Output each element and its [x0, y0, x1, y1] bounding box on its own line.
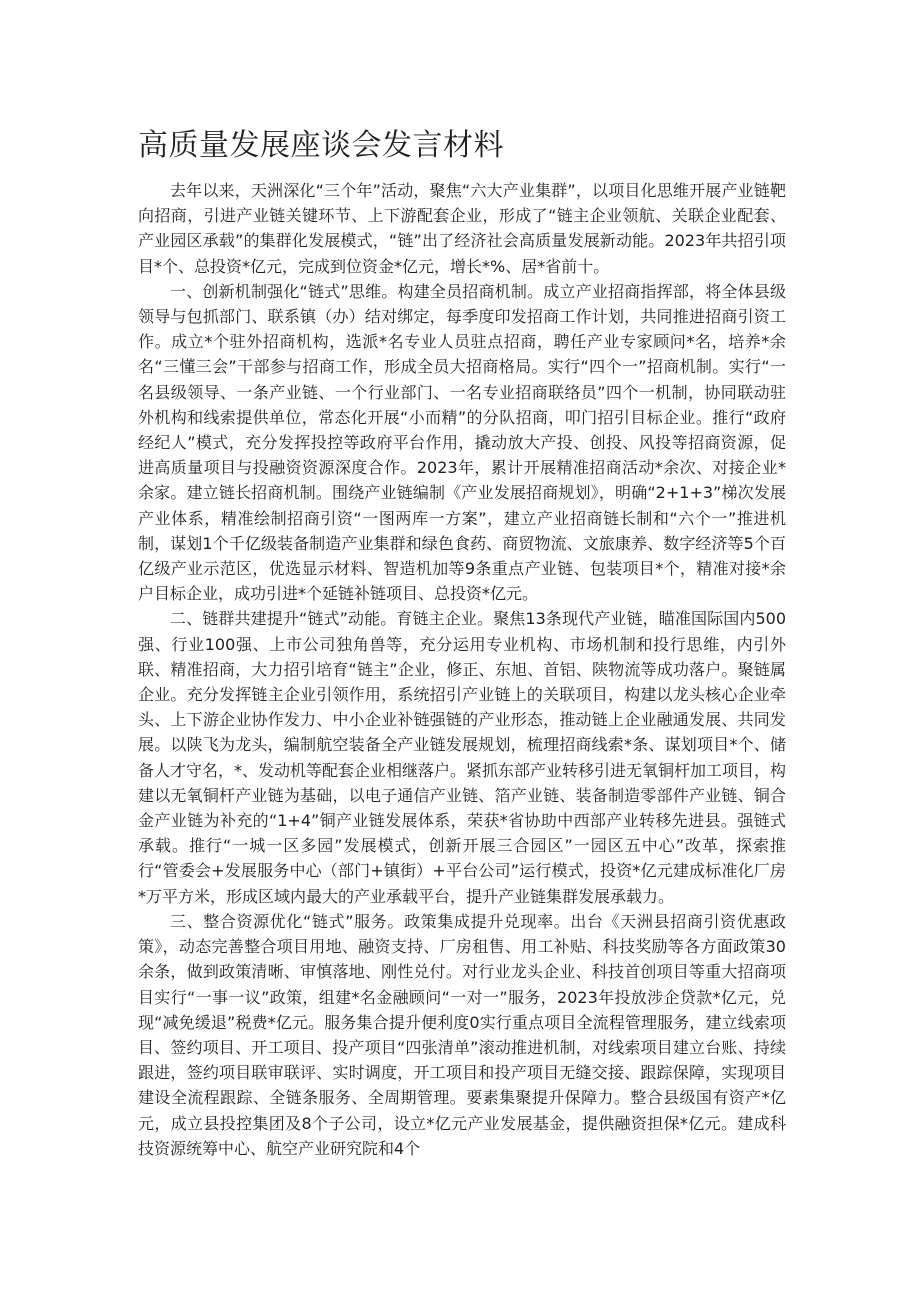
paragraph-section-2: 二、链群共建提升“链式”动能。育链主企业。聚焦13条现代产业链，瞄准国际国内500强、行业100强、上市公司独角兽等，充分运用专业机构、市场机制和投行思维，内引外联、精准招商，大力招引培育“链主”企业，修正、东旭、首铝、陕物流等成功落户。聚链属企业。充分发挥链主企业引领作用，系统招引产业链上的关联项目，构建以龙头核心企业牵头、上下游企业协作发力、中小企业补链强链的产业形态，推动链上企业融通发展、共同发展。以陕飞为龙头，编制航空装备全产业链发展规划，梳理招商线索*条、谋划项目*个、储备人才守名，*、发动机等配套企业相继落户。紧抓东部产业转移引进无氧铜杆加工项目，构建以无氧铜杆产业链为基础，以电子通信产业链、箔产业链、装备制造零部件产业链、铜合金产业链为补充的“1+4”铜产业链发展体系，荣获*省协助中西部产业转移先进县。强链式承载。推行“一城一区多园”发展模式，创新开展三合园区”一园区五中心”改革，探索推行“管委会+发展服务中心（部门+镇街）+平台公司”运行模式，投资*亿元建成标准化厂房*万平方米，形成区域内最大的产业承载平台，提升产业链集群发展承载力。: [138, 609, 787, 906]
document-title: 高质量发展座谈会发言材料: [138, 128, 504, 163]
paragraph-intro: 去年以来，天洲深化“三个年”活动，聚焦“六大产业集群”，以项目化思维开展产业链靶向招商，引进产业链关键环节、上下游配套企业，形成了“链主企业领航、关联企业配套、产业园区承载”的集群化发展模式，“链”出了经济社会高质量发展新动能。2023年共招引项目*个、总投资*亿元，完成到位资金*亿元，增长*%、居*省前十。: [138, 181, 786, 276]
paragraph-section-3: 三、整合资源优化“链式”服务。政策集成提升兑现率。出台《天洲县招商引资优惠政策》，动态完善整合项目用地、融资支持、厂房租售、用工补贴、科技奖励等各方面政策30余条，做到政策清晰、审慎落地、刚性兑付。对行业龙头企业、科技首创项目等重大招商项目实行“一事一议”政策，组建*名金融顾问“一对一”服务，2023年投放涉企贷款*亿元，兑现“减免缓退”税费*亿元。服务集合提升便利度0实行重点项目全流程管理服务，建立线索项目、签约项目、开工项目、投产项目“四张清单”滚动推进机制，对线索项目建立台账、持续跟进，签约项目联审联评、实时调度，开工项目和投产项目无缝交接、跟踪保障，实现项目建设全流程跟踪、全链条服务、全周期管理。要素集聚提升保障力。整合县级国有资产*亿元，成立县投控集团及8个子公司，设立*亿元产业发展基金，提供融资担保*亿元。建成科技资源统筹中心、航空产业研究院和4个: [138, 911, 786, 1158]
paragraph-section-1: 一、创新机制强化“链式”思维。构建全员招商机制。成立产业招商指挥部，将全体县级领导与包抓部门、联系镇（办）结对绑定，每季度印发招商工作计划，共同推进招商引资工作。成立*个驻外招商机构，选派*名专业人员驻点招商，聘任产业专家顾问*名，培养*余名“三懂三会”干部参与招商工作，形成全员大招商格局。实行“四个一”招商机制。实行“一名县级领导、一条产业链、一个行业部门、一名专业招商联络员”四个一机制，协同联动驻外机构和线索提供单位，常态化开展“小而精”的分队招商，叩门招引目标企业。推行“政府经纪人”模式，充分发挥投控等政府平台作用，撬动放大产投、创投、风投等招商资源，促进高质量项目与投融资资源深度合作。2023年，累计开展精准招商活动*余次、对接企业*余家。建立链长招商机制。围绕产业链编制《产业发展招商规划》，明确“2+1+3”梯次发展产业体系，精准绘制招商引资“一图两库一方案”，建立产业招商链长制和“六个一”推进机制，谋划1个千亿级装备制造产业集群和绿色食药、商贸物流、文旅康养、数字经济等5个百亿级产业示范区，优选显示材料、智造机加等9条重点产业链、包装项目*个，精准对接*余户目标企业，成功引进*个延链补链项目、总投资*亿元。: [138, 281, 786, 604]
document-body: [138, 178, 786, 1161]
